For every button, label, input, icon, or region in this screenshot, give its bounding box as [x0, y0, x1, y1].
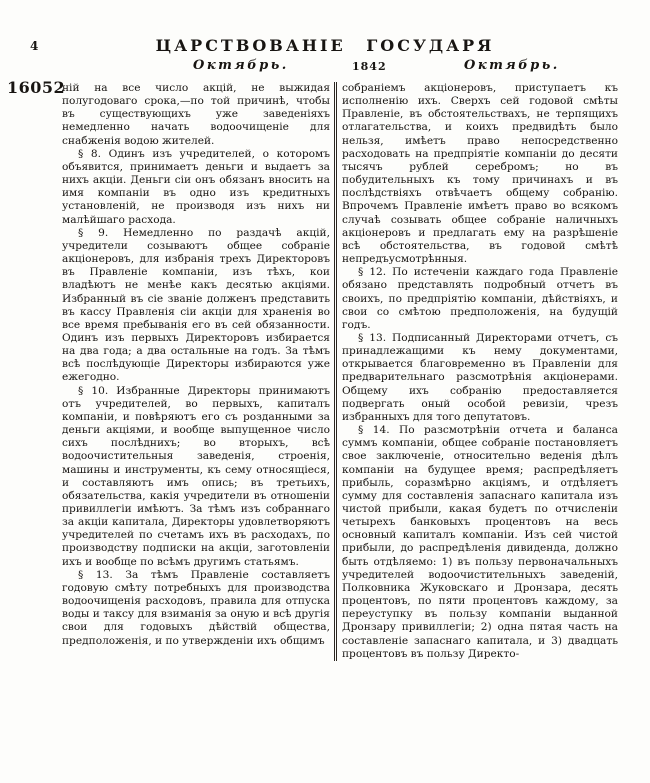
month-right: Октябрь. — [464, 58, 560, 73]
act-number: 16052 — [7, 78, 66, 97]
paragraph-continuation: ній на все число акцій, не выжидая полугодоваго срока,—по той причинѣ, чтобы въ существующихъ уже заведеніяхъ немедленно начать водоочищеніе для снабженія водою жителей. — [62, 82, 330, 147]
page-number: 4 — [30, 39, 39, 53]
running-title: ЦАРСТВОВАНІЕ ГОСУДАРЯ — [155, 36, 495, 55]
paragraph-section-8: § 8. Одинъ изъ учредителей, о которомъ объявится, принимаетъ деньги и выдаетъ за нихъ акціи. Деньги сіи онъ обязанъ вносить на имя компаніи въ одно изъ кредитныхъ установленій, не производя изъ нихъ ни малѣйшаго расхода. — [62, 147, 330, 226]
paragraph-section-13a: § 13. За тѣмъ Правленіе составляетъ годовую смѣту потребныхъ для производства водоочищенія расходовъ, правила для отпуска воды и таксу для взиманія за оную и всѣ другія свои для годовыхъ дѣйствій общества, предположенія, и по утвержденіи ихъ общимъ — [62, 568, 330, 647]
date-line — [0, 58, 650, 74]
page-header — [0, 36, 650, 56]
text-columns — [62, 82, 620, 661]
paragraph-section-10: § 10. Избранные Директоры принимаютъ отъ учредителей, во первыхъ, капиталъ компаніи, и повѣряютъ его съ розданными за деньги акціями, и вообще выпущенное число сихъ послѣднихъ; во вторыхъ, всѣ водоочистительныя заведенія, строенія, машины и инструменты, къ сему относящіеся, и составляютъ имъ опись; въ третьихъ, обязательства, какія учредители въ отношеніи привиллегіи имѣютъ. За тѣмъ изъ собраннаго за акціи капитала, Директоры удовлетворяютъ учредителей по счетамъ ихъ въ расходахъ, по производству подписки на акціи, заготовленіи ихъ и вообще по всѣмъ другимъ статьямъ. — [62, 384, 330, 568]
paragraph-section-9: § 9. Немедленно по раздачѣ акцій, учредители созываютъ общее собраніе акціонеровъ, для избранія трехъ Директоровъ въ Правленіе компаніи, изъ тѣхъ, кои владѣютъ не менѣе какъ десятью акціями. Избранный въ сіе званіе долженъ представить въ кассу Правленія сіи акціи для храненія во все время пребыванія его въ сей обязанности. Одинъ изъ первыхъ Директоровъ избирается на два года; а два остальные на годъ. За тѣмъ всѣ послѣдующіе Директоры избираются уже ежегодно. — [62, 226, 330, 384]
paragraph-section-12: § 12. По истеченіи каждаго года Правленіе обязано представлять подробный отчетъ въ своихъ, по предпріятію компаніи, дѣйствіяхъ, и свои со смѣтою предположенія, на будущій годъ. — [342, 266, 618, 331]
column-divider-rule — [334, 82, 337, 661]
paragraph-section-14: § 14. По разсмотрѣніи отчета и баланса суммъ компаніи, общее собраніе постановляетъ свое заключеніе, относительно веденія дѣлъ компаніи на будущее время; распредѣляетъ прибыль, соразмѣрно акціямъ, и отдѣляетъ сумму для составленія запаснаго капитала изъ чистой прибыли, какая будетъ по отчисленіи четырехъ банковыхъ процентовъ на весь основный капиталъ компаніи. Изъ сей чистой прибыли, до распредѣленія дивиденда, должно быть отдѣляемо: 1) въ пользу первоначальныхъ учредителей водоочистительныхъ заведеній, Полковника Жуковскаго и Дронзара, десять процентовъ, по пяти процентовъ каждому, за переуступку въ пользу компаніи выданной Дронзару привиллегіи; 2) одна пятая часть на составленіе запаснаго капитала, и 3) двадцать процентовъ въ пользу Директо- — [342, 424, 618, 660]
left-column — [62, 82, 330, 661]
month-left: Октябрь. — [193, 58, 289, 73]
right-column — [342, 82, 618, 661]
paragraph-section-13: § 13. Подписанный Директорами отчетъ, съ принадлежащими къ нему документами, открывается благовременно въ Правленіи для предварительнаго разсмотрѣнія акціонерами. Общему ихъ собранію предоставляется подвергать оный особой ревизіи, чрезъ избранныхъ для того депутатовъ. — [342, 331, 618, 423]
year: 1842 — [352, 60, 387, 73]
paragraph-continuation: собраніемъ акціонеровъ, приступаетъ къ исполненію ихъ. Сверхъ сей годовой смѣты Правленіе, въ обстоятельствахъ, не терпящихъ отлагательства, и коихъ предвидѣть было нельзя, имѣетъ право непосредственно расходовать на предпріятіе компаніи до десяти тысячъ рублей серебромъ; но въ побудительныхъ къ тому причинахъ и въ послѣдствіяхъ отвѣчаетъ общему собранію. Впрочемъ Правленіе имѣетъ право во всякомъ случаѣ созывать общее собраніе наличныхъ акціонеровъ и предлагать ему на разрѣшеніе всѣ обстоятельства, въ годовой смѣтѣ непредъусмотрѣнныя. — [342, 82, 618, 266]
